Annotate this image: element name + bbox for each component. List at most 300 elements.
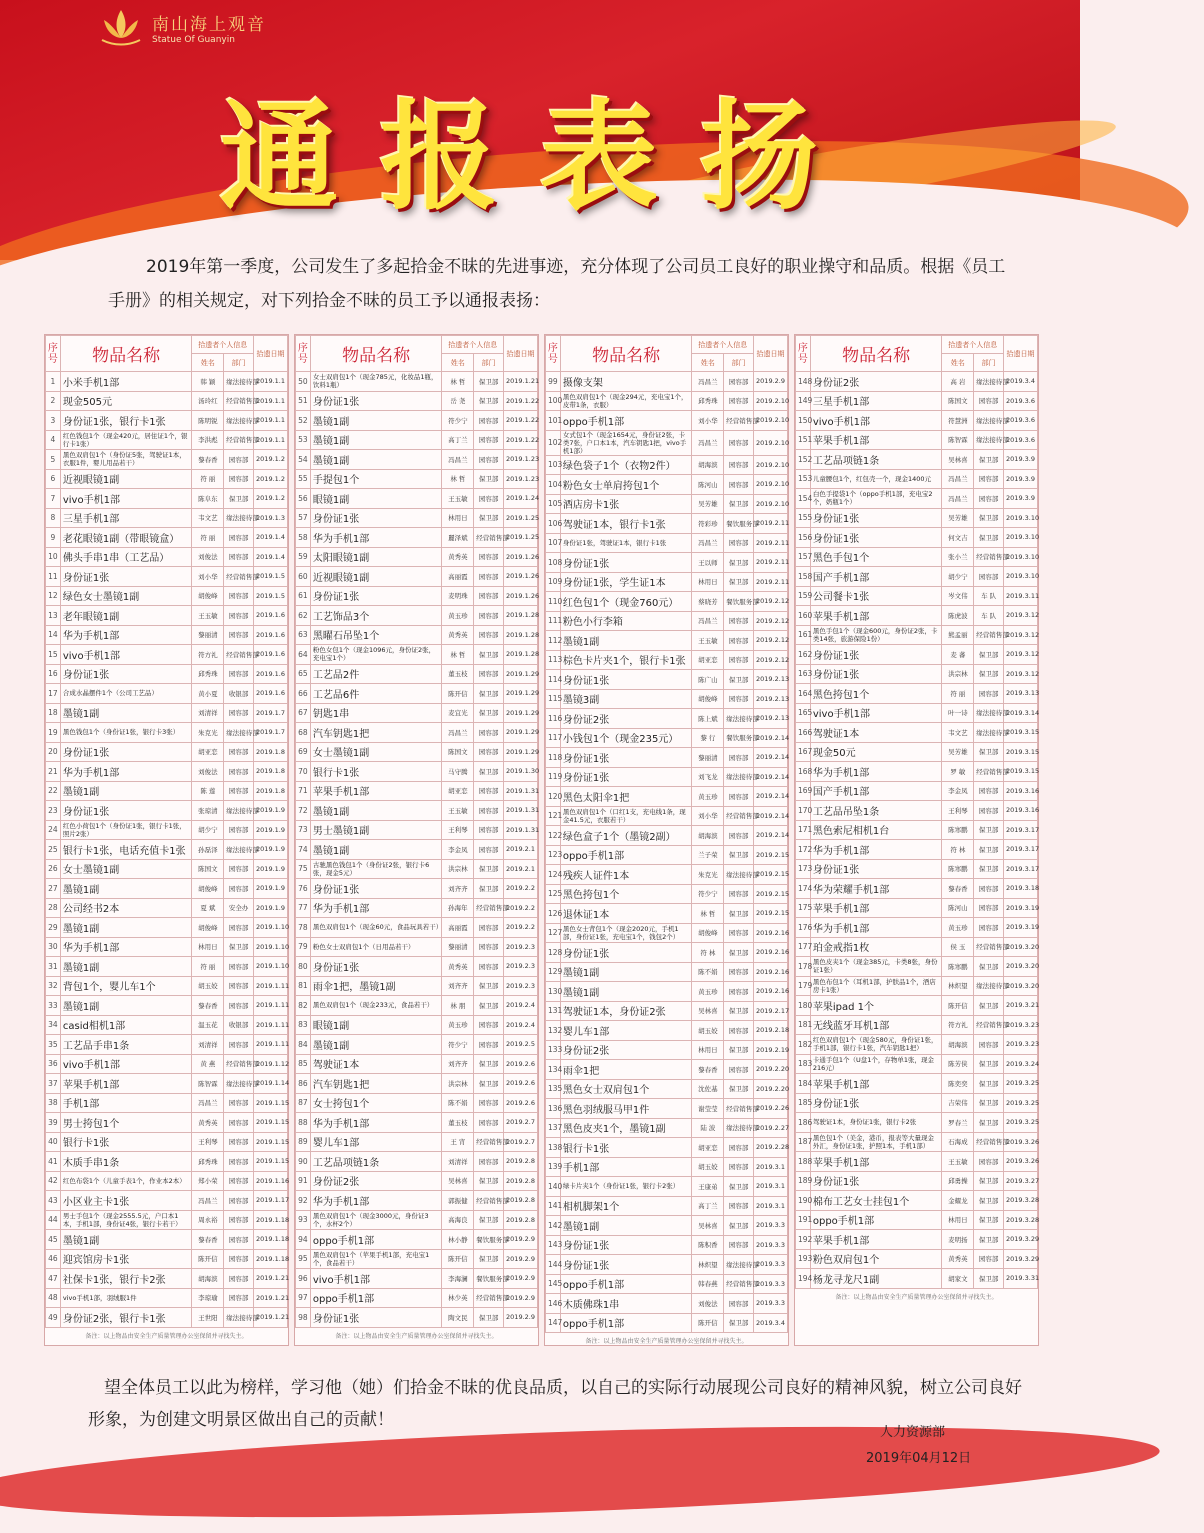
finder-name: 黄 燕: [192, 1054, 224, 1074]
table-row: [296, 1288, 538, 1308]
finder-name: 陈寒鹏: [942, 957, 974, 977]
found-date: 2019.1.11: [254, 1035, 288, 1055]
found-date: 2019.2.6: [504, 1054, 538, 1074]
finder-name: 黄玉珍: [442, 606, 474, 626]
finder-name: 林炽望: [942, 976, 974, 996]
finder-name: 林炽望: [692, 1255, 724, 1275]
item-name: 墨镜1副: [560, 982, 692, 1002]
table-row: [46, 411, 288, 431]
finder-name: 陈 莲: [192, 781, 224, 801]
finder-name: 陈国文: [942, 391, 974, 411]
table-row: [796, 1210, 1038, 1230]
row-number: 86: [296, 1074, 311, 1094]
item-name: 男士手包1个（现金2555.5元，户口本1本，手机1部，身份证4张，银行卡若干）: [60, 1210, 192, 1230]
table-column-2: [294, 334, 539, 1346]
row-number: 76: [296, 879, 311, 899]
row-number: 158: [796, 567, 811, 587]
item-name: 汽车钥匙1把: [310, 723, 442, 743]
found-date: 2019.2.2: [504, 898, 538, 918]
header-seq: 序号: [546, 336, 561, 372]
finder-name: 王以师: [692, 553, 724, 573]
table-column-4: [794, 334, 1039, 1346]
found-date: 2019.1.5: [254, 567, 288, 587]
finder-dept: 保卫部: [724, 1216, 754, 1236]
finder-dept: 缘法接待部: [224, 372, 254, 392]
row-number: 54: [296, 450, 311, 470]
found-date: 2019.3.9: [1004, 469, 1038, 489]
finder-name: 沈佐基: [692, 1079, 724, 1099]
item-name: casid相机1部: [60, 1015, 192, 1035]
found-date: 2019.1.24: [504, 489, 538, 509]
table-row: [46, 762, 288, 782]
table-row: [296, 1269, 538, 1289]
item-name: 木质手串1条: [60, 1152, 192, 1172]
finder-dept: 园容部: [974, 879, 1004, 899]
found-date: 2019.1.9: [254, 898, 288, 918]
finder-name: 李洪彪: [192, 430, 224, 450]
found-date: 2019.1.15: [254, 1113, 288, 1133]
table-row: [46, 1035, 288, 1055]
found-date: 2019.2.10: [754, 430, 788, 455]
finder-name: 林用日: [442, 508, 474, 528]
finder-name: 陈虎波: [942, 606, 974, 626]
item-name: 银行卡1张: [60, 1132, 192, 1152]
item-name: 身份证2张: [310, 1171, 442, 1191]
row-number: 19: [46, 723, 61, 743]
logo-english: Statue Of Guanyin: [152, 34, 235, 45]
finder-dept: 园容部: [224, 547, 254, 567]
found-date: 2019.3.6: [1004, 430, 1038, 450]
table-row: [546, 923, 788, 943]
table-row: [296, 1132, 538, 1152]
finder-dept: 缘法接待部: [224, 840, 254, 860]
found-date: 2019.2.15: [754, 904, 788, 924]
found-date: 2019.3.1: [754, 1196, 788, 1216]
finder-name: 刘俊法: [192, 762, 224, 782]
item-name: 红色钱包1个（现金420元，居住证1个，银行卡1张）: [60, 430, 192, 450]
row-number: 77: [296, 898, 311, 918]
item-name: oppo手机1部: [560, 1274, 692, 1294]
finder-name: 王利琴: [942, 801, 974, 821]
row-number: 69: [296, 742, 311, 762]
found-date: 2019.1.11: [254, 1015, 288, 1035]
header-item: 物品名称: [60, 336, 192, 372]
found-date: 2019.2.8: [504, 1191, 538, 1211]
finder-dept: 缘法接待部: [974, 430, 1004, 450]
finder-name: 黄秀英: [192, 1113, 224, 1133]
found-date: 2019.2.2: [504, 918, 538, 938]
finder-dept: 保卫部: [474, 1249, 504, 1269]
found-date: 2019.1.28: [504, 606, 538, 626]
finder-dept: 保卫部: [724, 904, 754, 924]
row-number: 167: [796, 742, 811, 762]
table-row: [546, 904, 788, 924]
found-date: 2019.2.10: [754, 391, 788, 411]
row-number: 156: [796, 528, 811, 548]
item-name: 苹果手机1部: [310, 781, 442, 801]
item-name: 珀金戒指1枚: [810, 937, 942, 957]
finder-name: 陈广山: [692, 670, 724, 690]
row-number: 110: [546, 592, 561, 612]
row-number: 82: [296, 996, 311, 1016]
found-date: 2019.2.5: [504, 1035, 538, 1055]
finder-dept: 园容部: [474, 567, 504, 587]
found-date: 2019.3.15: [1004, 762, 1038, 782]
found-date: 2019.1.2: [254, 489, 288, 509]
finder-name: 冯昌兰: [692, 533, 724, 553]
finder-dept: 园容部: [474, 1113, 504, 1133]
table-row: [296, 801, 538, 821]
table-row: [296, 898, 538, 918]
row-number: 117: [546, 728, 561, 748]
table-row: [546, 884, 788, 904]
finder-name: 金耀龙: [942, 1191, 974, 1211]
finder-dept: 保卫部: [974, 859, 1004, 879]
row-number: 136: [546, 1099, 561, 1119]
finder-dept: 餐饮服务部: [474, 1269, 504, 1289]
item-name: 墨镜1副: [560, 1216, 692, 1236]
row-number: 8: [46, 508, 61, 528]
row-number: 187: [796, 1132, 811, 1152]
page-title: 通报表扬: [219, 88, 860, 226]
item-name: 墨镜1副: [310, 450, 442, 470]
found-date: 2019.2.6: [504, 1093, 538, 1113]
row-number: 78: [296, 918, 311, 938]
table-row: [796, 898, 1038, 918]
header-finder: 拾遗者个人信息: [942, 336, 1004, 354]
finder-name: 邱勇操: [942, 1171, 974, 1191]
item-name: 墨镜1副: [60, 879, 192, 899]
row-number: 165: [796, 703, 811, 723]
finder-dept: 保卫部: [474, 1308, 504, 1328]
finder-dept: 园容部: [474, 742, 504, 762]
finder-name: 岑文伟: [942, 586, 974, 606]
item-name: 黑曜石吊坠1个: [310, 625, 442, 645]
row-number: 125: [546, 884, 561, 904]
finder-dept: 园容部: [224, 1249, 254, 1269]
item-name: 身份证1张: [310, 391, 442, 411]
item-name: 身份证2张: [560, 709, 692, 729]
finder-dept: 保卫部: [974, 450, 1004, 470]
finder-dept: 园容部: [724, 455, 754, 475]
finder-name: 叶一诗: [942, 703, 974, 723]
found-date: 2019.1.15: [254, 1152, 288, 1172]
table-row: [546, 572, 788, 592]
finder-name: 陈开信: [942, 996, 974, 1016]
row-number: 101: [546, 411, 561, 431]
row-number: 25: [46, 840, 61, 860]
header-finder: 拾遗者个人信息: [192, 336, 254, 354]
item-name: 粉色小行李箱: [560, 611, 692, 631]
item-name: 红色布袋1个（儿童手表1个，作业本2本）: [60, 1171, 192, 1191]
table-row: [296, 508, 538, 528]
row-number: 39: [46, 1113, 61, 1133]
row-number: 64: [296, 645, 311, 665]
finder-name: 胡俊峰: [192, 918, 224, 938]
item-name: 迎宾馆房卡1张: [60, 1249, 192, 1269]
finder-name: 谢莹莹: [692, 1099, 724, 1119]
row-number: 83: [296, 1015, 311, 1035]
table-row: [796, 1171, 1038, 1191]
finder-name: 胡海滨: [192, 1269, 224, 1289]
commendation-table: [795, 335, 1038, 1289]
table-row: [46, 528, 288, 548]
finder-dept: 保卫部: [974, 1074, 1004, 1094]
row-number: 122: [546, 826, 561, 846]
table-row: [46, 957, 288, 977]
table-row: [546, 494, 788, 514]
found-date: 2019.3.12: [1004, 606, 1038, 626]
item-name: 苹果手机1部: [810, 898, 942, 918]
found-date: 2019.1.29: [504, 723, 538, 743]
row-number: 46: [46, 1249, 61, 1269]
table-row: [546, 1294, 788, 1314]
finder-dept: 经营销售部: [224, 567, 254, 587]
item-name: 身份证1张: [60, 742, 192, 762]
finder-name: 符彩珍: [692, 514, 724, 534]
found-date: 2019.2.4: [504, 996, 538, 1016]
finder-name: 李金凤: [442, 840, 474, 860]
found-date: 2019.3.6: [1004, 411, 1038, 431]
row-number: 192: [796, 1230, 811, 1250]
found-date: 2019.2.16: [754, 962, 788, 982]
finder-dept: 园容部: [474, 820, 504, 840]
finder-name: 吴芳雄: [942, 742, 974, 762]
finder-dept: 缘法接待部: [724, 865, 754, 885]
finder-dept: 经营销售部: [974, 1015, 1004, 1035]
finder-dept: 保卫部: [974, 664, 1004, 684]
finder-name: 陈不娟: [442, 1093, 474, 1113]
table-note: 备注：以上物品由安全生产质量管理办公室保留并寻找失主。: [335, 1332, 498, 1340]
row-number: 123: [546, 845, 561, 865]
finder-dept: 保卫部: [474, 372, 504, 392]
item-name: 国产手机1部: [810, 781, 942, 801]
finder-dept: 园容部: [224, 1035, 254, 1055]
table-row: [796, 781, 1038, 801]
item-name: 无线蓝牙耳机1部: [810, 1015, 942, 1035]
finder-name: 刘小华: [692, 411, 724, 431]
found-date: 2019.2.15: [754, 865, 788, 885]
item-name: 女士墨镜1副: [60, 859, 192, 879]
table-row: [796, 645, 1038, 665]
finder-name: 胡玉姣: [692, 1021, 724, 1041]
found-date: 2019.2.12: [754, 650, 788, 670]
finder-name: 胡俊峰: [692, 689, 724, 709]
item-name: 残疾人证件1本: [560, 865, 692, 885]
row-number: 108: [546, 553, 561, 573]
found-date: 2019.1.29: [504, 703, 538, 723]
table-row: [46, 879, 288, 899]
finder-dept: 经营销售部: [974, 762, 1004, 782]
item-name: 黑色手包1个（现金600元，身份证2张，卡类14张，旅游保险1份）: [810, 625, 942, 645]
table-row: [796, 411, 1038, 431]
item-name: 华为手机1部: [310, 528, 442, 548]
found-date: 2019.1.9: [254, 820, 288, 840]
item-name: 退休证1本: [560, 904, 692, 924]
row-number: 169: [796, 781, 811, 801]
finder-dept: 经营销售部: [474, 1132, 504, 1152]
finder-dept: 经营销售部: [474, 1191, 504, 1211]
header-date: 拾遗日期: [254, 336, 288, 372]
row-number: 119: [546, 767, 561, 787]
finder-name: 冯昌兰: [192, 1093, 224, 1113]
finder-dept: 园容部: [224, 1191, 254, 1211]
item-name: 小区业主卡1张: [60, 1191, 192, 1211]
found-date: 2019.3.25: [1004, 1113, 1038, 1133]
header-name: 姓名: [692, 354, 724, 372]
found-date: 2019.2.26: [754, 1099, 788, 1119]
logo: [98, 6, 266, 48]
found-date: 2019.1.8: [254, 781, 288, 801]
found-date: 2019.2.13: [754, 670, 788, 690]
item-name: 绿卡片夹1个（身份证1张，银行卡2张）: [560, 1177, 692, 1197]
row-number: 100: [546, 391, 561, 411]
found-date: 2019.3.16: [1004, 801, 1038, 821]
table-row: [46, 1113, 288, 1133]
row-number: 109: [546, 572, 561, 592]
row-number: 65: [296, 664, 311, 684]
table-row: [296, 1113, 538, 1133]
row-number: 175: [796, 898, 811, 918]
finder-name: 王玉敏: [442, 801, 474, 821]
table-row: [546, 611, 788, 631]
finder-name: 朱克光: [692, 865, 724, 885]
item-name: 工艺品吊坠1条: [810, 801, 942, 821]
finder-name: 胡俊峰: [692, 923, 724, 943]
table-row: [296, 996, 538, 1016]
item-name: 男士挎包1个: [60, 1113, 192, 1133]
finder-dept: 园容部: [474, 606, 504, 626]
row-number: 38: [46, 1093, 61, 1113]
found-date: 2019.3.12: [1004, 645, 1038, 665]
row-number: 1: [46, 372, 61, 392]
finder-dept: 保卫部: [974, 1210, 1004, 1230]
item-name: 黑色双肩包1个（现金233元，食品若干）: [310, 996, 442, 1016]
found-date: 2019.1.18: [254, 1230, 288, 1250]
finder-name: 冯昌兰: [192, 1191, 224, 1211]
table-row: [296, 586, 538, 606]
row-number: 146: [546, 1294, 561, 1314]
row-number: 66: [296, 684, 311, 704]
finder-name: 陈开信: [442, 1249, 474, 1269]
finder-dept: 保卫部: [724, 1313, 754, 1333]
item-name: 小钱包1个（现金235元）: [560, 728, 692, 748]
row-number: 154: [796, 489, 811, 509]
table-row: [296, 528, 538, 548]
finder-dept: 保卫部: [724, 845, 754, 865]
table-row: [546, 1118, 788, 1138]
finder-dept: 餐饮服务部: [724, 592, 754, 612]
found-date: 2019.3.3: [754, 1294, 788, 1314]
table-row: [796, 1132, 1038, 1152]
found-date: 2019.1.28: [504, 625, 538, 645]
found-date: 2019.2.3: [504, 976, 538, 996]
finder-dept: 保卫部: [974, 508, 1004, 528]
found-date: 2019.3.13: [1004, 684, 1038, 704]
row-number: 114: [546, 670, 561, 690]
finder-name: 王玉敏: [942, 1152, 974, 1172]
finder-dept: 园容部: [224, 1288, 254, 1308]
table-row: [46, 976, 288, 996]
finder-name: 胡玉姣: [192, 976, 224, 996]
table-row: [46, 489, 288, 509]
row-number: 60: [296, 567, 311, 587]
found-date: 2019.2.9: [754, 372, 788, 392]
finder-name: 麦宜光: [442, 703, 474, 723]
found-date: 2019.1.26: [504, 567, 538, 587]
finder-name: 符少宁: [442, 411, 474, 431]
item-name: 身份证1张: [310, 879, 442, 899]
finder-name: 陈奕奕: [942, 1074, 974, 1094]
finder-dept: 园容部: [474, 411, 504, 431]
row-number: 59: [296, 547, 311, 567]
item-name: 华为手机1部: [810, 762, 942, 782]
item-name: 女式包1个（现金1654元，身份证2张，卡类7张，户口本1本，汽车钥匙1把，vivo手机1部）: [560, 430, 692, 455]
finder-name: 胡俊峰: [192, 586, 224, 606]
item-name: 红色包1个（现金760元）: [560, 592, 692, 612]
found-date: 2019.2.2: [504, 879, 538, 899]
item-name: 驾驶证1本，银行卡1张: [560, 514, 692, 534]
found-date: 2019.1.21: [504, 372, 538, 392]
table-row: [796, 703, 1038, 723]
item-name: 身份证1张: [810, 508, 942, 528]
finder-name: 刘齐齐: [442, 976, 474, 996]
item-name: 身份证1张: [560, 670, 692, 690]
found-date: 2019.1.9: [254, 859, 288, 879]
row-number: 7: [46, 489, 61, 509]
item-name: oppo手机1部: [560, 845, 692, 865]
table-row: [46, 684, 288, 704]
row-number: 42: [46, 1171, 61, 1191]
row-number: 176: [796, 918, 811, 938]
found-date: 2019.3.15: [1004, 742, 1038, 762]
row-number: 184: [796, 1074, 811, 1094]
finder-name: 高丽霞: [442, 567, 474, 587]
finder-name: 高海良: [442, 1210, 474, 1230]
finder-dept: 园容部: [474, 547, 504, 567]
found-date: 2019.2.14: [754, 806, 788, 826]
table-row: [546, 533, 788, 553]
table-row: [46, 1191, 288, 1211]
finder-dept: 保卫部: [974, 820, 1004, 840]
finder-dept: 保卫部: [974, 1230, 1004, 1250]
item-name: 粉色女士双肩包1个（日用品若干）: [310, 937, 442, 957]
row-number: 173: [796, 859, 811, 879]
finder-dept: 园容部: [724, 748, 754, 768]
row-number: 159: [796, 586, 811, 606]
finder-name: 陶文民: [442, 1308, 474, 1328]
finder-name: 张小兰: [942, 547, 974, 567]
finder-dept: 园容部: [474, 723, 504, 743]
header-date: 拾遗日期: [504, 336, 538, 372]
table-row: [296, 859, 538, 879]
item-name: 墨镜1副: [560, 631, 692, 651]
row-number: 93: [296, 1210, 311, 1230]
item-name: 古驰黑色钱包1个（身份证2张，银行卡6张，现金5元）: [310, 859, 442, 879]
table-row: [546, 1216, 788, 1236]
row-number: 142: [546, 1216, 561, 1236]
finder-dept: 园容部: [474, 801, 504, 821]
table-note: 备注：以上物品由安全生产质量管理办公室保留并寻找失主。: [85, 1332, 248, 1340]
finder-name: 陈芳侠: [942, 1054, 974, 1074]
found-date: 2019.3.24: [1004, 1054, 1038, 1074]
finder-dept: 保卫部: [474, 469, 504, 489]
finder-name: 冯昌兰: [442, 450, 474, 470]
finder-dept: 园容部: [974, 918, 1004, 938]
finder-dept: 缘法接待部: [974, 703, 1004, 723]
row-number: 84: [296, 1035, 311, 1055]
finder-name: 黄小夏: [192, 684, 224, 704]
